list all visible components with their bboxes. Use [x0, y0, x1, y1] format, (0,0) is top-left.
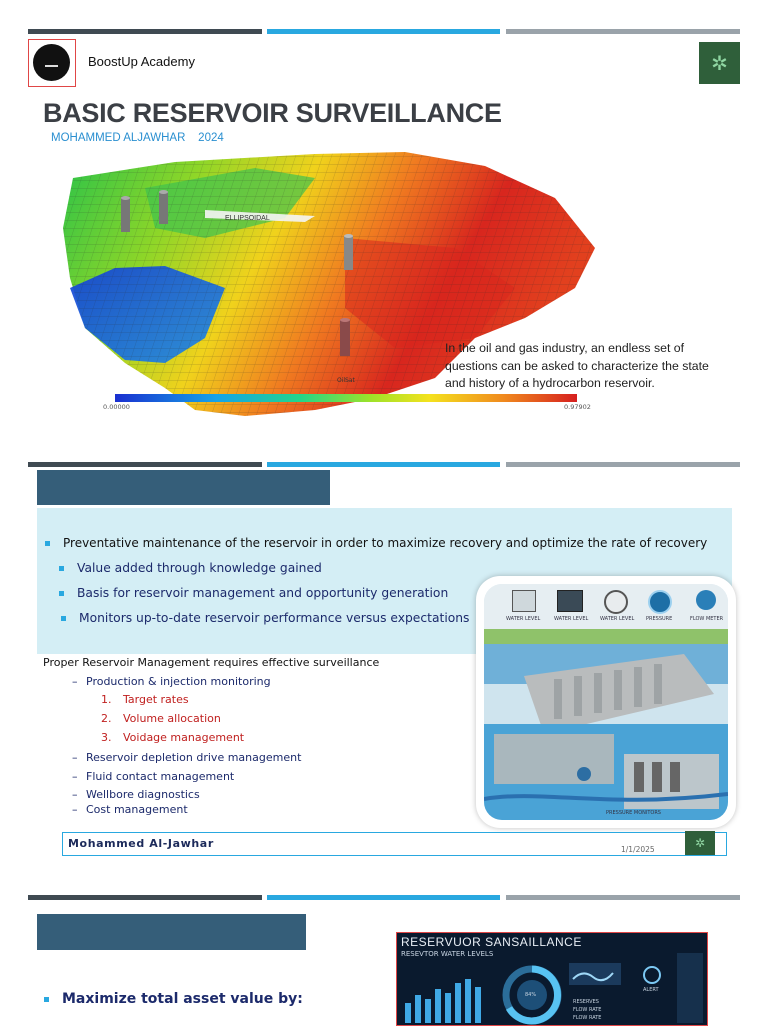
number-1: 1.: [101, 693, 112, 706]
section3-rule-dark: [28, 895, 262, 900]
dashboard-graphics: [397, 933, 707, 1025]
dam-label-5: FLOW METER: [690, 616, 724, 622]
scale-max-label: 0.97902: [564, 403, 591, 411]
footer-badge-icon: ✲: [685, 831, 715, 855]
bullet-basis: Basis for reservoir management and opportunity generation: [77, 586, 449, 600]
well-3-icon: [344, 234, 353, 270]
dashboard-row-2: FLOW RATE: [573, 1007, 602, 1013]
color-scale-bar: [115, 394, 577, 402]
footer-author: Mohammed Al-Jawhar: [68, 837, 214, 850]
gauge-4-icon: [648, 590, 672, 614]
dashboard-subtitle: RESEVTOR WATER LEVELS: [401, 950, 494, 958]
section2-rule-dark: [28, 462, 262, 467]
requirement-text: Proper Reservoir Management requires effective surveillance: [43, 656, 380, 669]
scale-min-label: 0.00000: [103, 403, 130, 411]
dashboard-alert-icon: [644, 967, 660, 983]
academy-logo: [28, 39, 76, 87]
item-production-monitoring: – Production & injection monitoring: [86, 675, 271, 688]
item-cost-management: – Cost management: [86, 803, 188, 816]
brand-badge-icon: ✲: [699, 42, 740, 84]
dashboard-alert-label: ALERT: [643, 987, 659, 993]
well-label: OilSat: [337, 377, 355, 384]
dashboard-row-3: FLOW RATE: [573, 1015, 602, 1021]
dashboard-side-panel: [677, 953, 703, 1023]
academy-name: BoostUp Academy: [88, 54, 195, 69]
bullet-monitors: Monitors up-to-date reservoir performance versus expectations: [79, 611, 470, 625]
intro-paragraph: In the oil and gas industry, an endless set of questions can be asked to characterize the state and history of a hydrocarbon reservoir.: [445, 341, 709, 390]
number-3: 3.: [101, 731, 112, 744]
item-depletion-drive: – Reservoir depletion drive management: [86, 751, 301, 764]
section2-rule-blue: [267, 462, 500, 467]
dashboard-bar-chart: [405, 979, 481, 1023]
item-volume-allocation: Volume allocation: [123, 712, 221, 725]
author-line: [51, 132, 224, 144]
number-2: 2.: [101, 712, 112, 725]
dashboard-title: RESERVUOR SANSAILLANCE: [401, 935, 582, 949]
well-4-icon: [340, 318, 350, 356]
dashboard-row-1: RESERVES: [573, 999, 599, 1005]
dam-illustration: [476, 576, 736, 828]
logo-circle-icon: [33, 44, 70, 81]
dam-label-3: WATER LEVEL: [600, 616, 635, 622]
section3-rule-gray: [506, 895, 740, 900]
top-rule-blue: [267, 29, 500, 34]
section3-headline: Maximize total asset value by:: [62, 991, 303, 1007]
dashboard-image: [396, 932, 708, 1026]
dashboard-gauge-label: 84%: [525, 992, 537, 998]
page-title: BASIC RESERVOIR SURVEILLANCE: [43, 98, 502, 128]
section2-title-bar: [37, 470, 330, 505]
dam-label-2: WATER LEVEL: [554, 616, 589, 622]
item-fluid-contact: – Fluid contact management: [86, 770, 234, 783]
item-wellbore-diagnostics: – Wellbore diagnostics: [86, 788, 200, 801]
gauge-2-icon: [557, 590, 583, 612]
map-overlay-text: ELLIPSOIDAL: [225, 215, 270, 222]
gauge-1-icon: [512, 590, 536, 612]
author-year: 2024: [198, 132, 224, 144]
dam-label-1: WATER LEVEL: [506, 616, 541, 622]
author-name: MOHAMMED ALJAWHAR: [51, 132, 186, 144]
well-1-icon: [121, 196, 130, 232]
gauge-5-icon: [696, 590, 716, 610]
section3-rule-blue: [267, 895, 500, 900]
dam-label-4: PRESSURE: [646, 616, 673, 622]
well-2-icon: [159, 190, 168, 224]
bullet-preventative: Preventative maintenance of the reservoir in order to maximize recovery and optimize the rate of recovery: [63, 536, 708, 550]
bullet-value-added: Value added through knowledge gained: [77, 561, 322, 575]
dam-label-6: PRESSURE MONITORS: [606, 810, 661, 816]
section3-title-bar: [37, 914, 306, 950]
footer-date: 1/1/2025: [621, 845, 655, 854]
top-rule-dark: [28, 29, 262, 34]
gauge-3-icon: [604, 590, 628, 614]
item-target-rates: Target rates: [123, 693, 189, 706]
item-voidage-management: Voidage management: [123, 731, 245, 744]
top-rule-gray: [506, 29, 740, 34]
section2-rule-gray: [506, 462, 740, 467]
